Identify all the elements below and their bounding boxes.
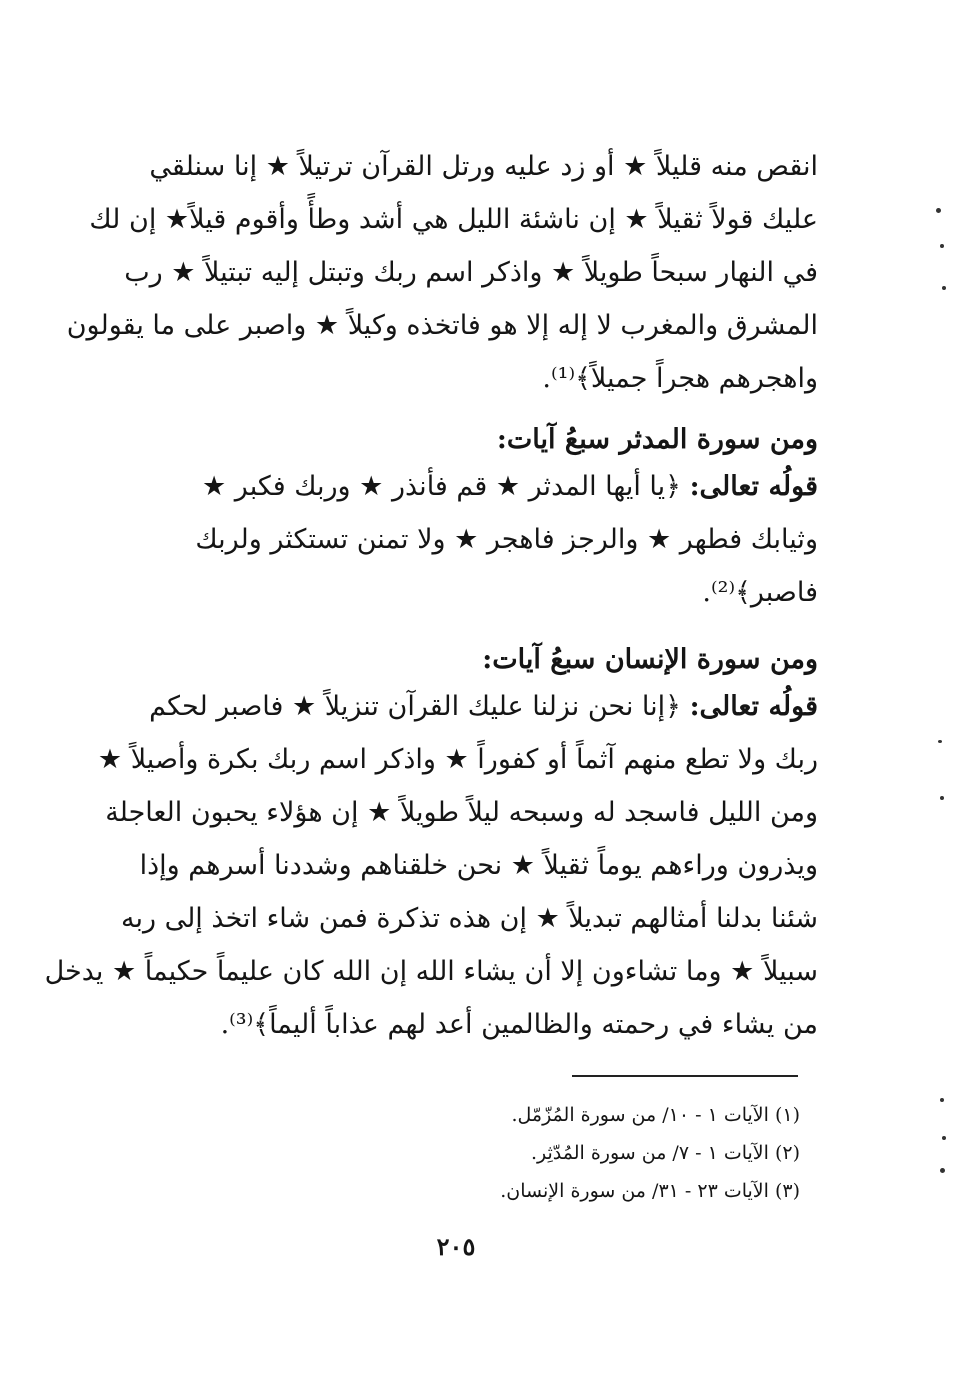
scan-speck	[940, 244, 944, 248]
verse-line: واهجرهم هجراً جميلاً﴾⁽¹⁾.	[542, 363, 818, 394]
verse-line: انقص منه قليلاً ★ أو زد عليه ورتل القرآن ترتيلاً ★ إنا سنلقي	[149, 151, 818, 182]
verse-text: ﴿إنا نحن نزلنا عليك القرآن تنزيلاً ★ فاصبر لحكم	[149, 691, 690, 722]
muzzammil-verses	[66, 140, 818, 405]
scan-speck	[936, 208, 941, 213]
muddaththir-verses	[128, 460, 818, 619]
verse-lead: قولُه تعالى:	[689, 691, 818, 722]
scan-speck	[938, 740, 942, 743]
verse-line	[128, 680, 818, 733]
verse-line: سبيلاً ★ وما تشاءون إلا أن يشاء الله إن الله كان عليماً حكيماً ★ يدخل	[44, 956, 818, 987]
verse-line	[128, 460, 818, 513]
verse-text: ﴿يا أيها المدثر ★ قم فأنذر ★ وربك فكبر ★	[202, 471, 690, 502]
footnote-2: (٢) الآيات ١ - ٧/ من سورة المُدّثِر.	[530, 1142, 800, 1164]
verse-line: فاصبر﴾⁽²⁾.	[702, 577, 818, 608]
footnote-1: (١) الآيات ١ - ١٠/ من سورة المُزّمّل.	[511, 1104, 800, 1126]
insan-heading: ومن سورة الإنسان سبعُ آيات:	[482, 644, 818, 675]
scan-speck	[942, 1136, 946, 1140]
scan-speck	[942, 286, 946, 290]
verse-line: ومن الليل فاسجد له وسبحه ليلاً طويلاً ★ إن هؤلاء يحبون العاجلة	[105, 797, 818, 828]
scan-speck	[940, 796, 944, 800]
footnotes	[300, 1096, 800, 1210]
insan-verses	[44, 680, 818, 1051]
verse-lead: قولُه تعالى:	[689, 471, 818, 502]
scan-speck	[940, 1168, 945, 1173]
page-number: ٢٠٥	[436, 1232, 476, 1261]
verse-line: ربك ولا تطع منهم آثماً أو كفوراً ★ واذكر اسم ربك بكرة وأصيلاً ★	[97, 744, 818, 775]
verse-line: عليك قولاً ثقيلاً ★ إن ناشئة الليل هي أشد وطأً وأقوم قيلاً★ إن لك	[89, 204, 818, 235]
muddaththir-heading: ومن سورة المدثر سبعُ آيات:	[496, 424, 818, 455]
footnote-divider	[572, 1075, 798, 1077]
verse-line: المشرق والمغرب لا إله إلا هو فاتخذه وكيلاً ★ واصبر على ما يقولون	[66, 310, 818, 341]
verse-line: شئنا بدلنا أمثالهم تبديلاً ★ إن هذه تذكرة فمن شاء اتخذ إلى ربه	[120, 903, 818, 934]
verse-line: وثيابك فطهر ★ والرجز فاهجر ★ ولا تمنن تستكثر ولربك	[195, 524, 818, 555]
verse-line: من يشاء في رحمته والظالمين أعد لهم عذاباً أليماً﴾⁽³⁾.	[220, 1009, 818, 1040]
verse-line: في النهار سبحاً طويلاً ★ واذكر اسم ربك وتبتل إليه تبتيلاً ★ رب	[124, 257, 818, 288]
scan-speck	[940, 1098, 944, 1102]
footnote-3: (٣) الآيات ٢٣ - ٣١/ من سورة الإنسان.	[500, 1180, 800, 1202]
verse-line: ويذرون وراءهم يوماً ثقيلاً ★ نحن خلقناهم وشددنا أسرهم وإذا	[139, 850, 818, 881]
